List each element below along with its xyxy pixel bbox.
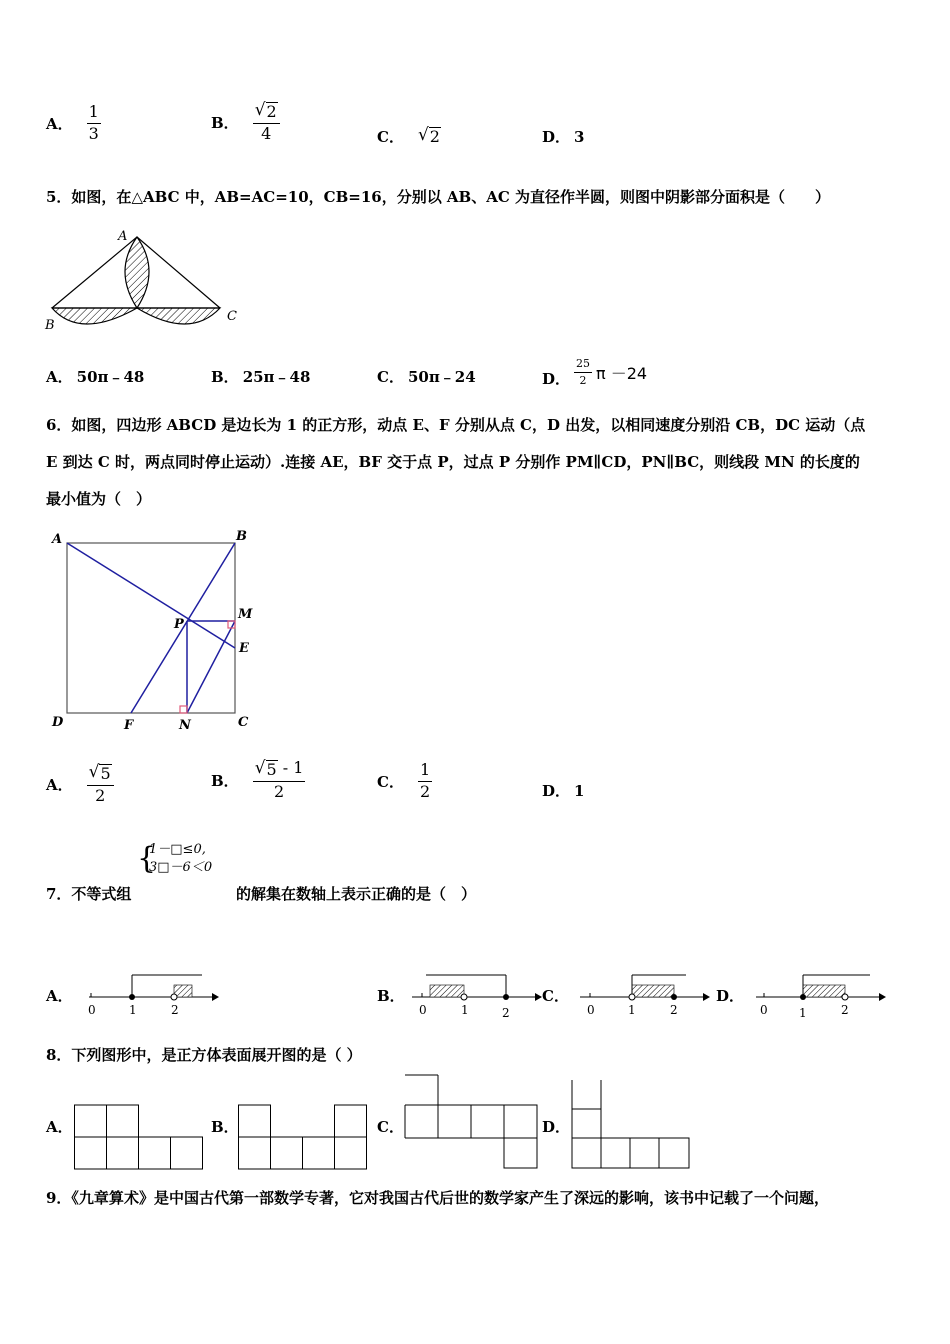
option-label: B． bbox=[211, 114, 239, 133]
q8-option-b-net[interactable] bbox=[238, 1104, 368, 1170]
inequality-line: 1－□≤0, bbox=[149, 842, 206, 857]
option-label: C． bbox=[377, 772, 404, 791]
q4-option-b[interactable] bbox=[211, 102, 280, 143]
q6-figure bbox=[46, 528, 266, 738]
svg-text:1: 1 bbox=[628, 1003, 636, 1017]
q7-stem-suffix: 的解集在数轴上表示正确的是（ ） bbox=[236, 885, 477, 903]
q7-option-b-numberline[interactable] bbox=[410, 970, 550, 1022]
q8-option-a-net[interactable] bbox=[74, 1104, 204, 1170]
q8-option-d-net[interactable] bbox=[571, 1080, 693, 1172]
vertex-label: N bbox=[179, 718, 191, 733]
fraction: √ 2 4 bbox=[253, 102, 280, 143]
shaded-left bbox=[52, 308, 137, 324]
q7-stem-prefix: 7．不等式组 bbox=[46, 885, 132, 903]
vertex-label: M bbox=[238, 607, 253, 622]
option-label: D． bbox=[542, 370, 571, 388]
vertex-label: A bbox=[52, 532, 63, 547]
q7-option-c-label[interactable]: C． bbox=[542, 987, 569, 1005]
option-label: A． bbox=[46, 368, 73, 386]
q4-option-d[interactable] bbox=[542, 126, 584, 147]
right-angle-mark bbox=[180, 706, 187, 713]
svg-text:1: 1 bbox=[129, 1003, 137, 1017]
option-value: 3 bbox=[574, 127, 585, 146]
option-label: A． bbox=[46, 776, 73, 795]
q8-stem: 8．下列图形中，是正方体表面展开图的是（ ） bbox=[46, 1046, 362, 1064]
svg-text:2: 2 bbox=[670, 1003, 678, 1017]
q7-option-a-label[interactable]: A． bbox=[46, 987, 73, 1005]
svg-text:2: 2 bbox=[841, 1003, 849, 1017]
inequality-system: { 1－□≤0, 3□－6＜0 bbox=[137, 841, 213, 876]
vertex-label: P bbox=[174, 617, 184, 632]
svg-text:1: 1 bbox=[799, 1006, 807, 1020]
q4-option-c[interactable] bbox=[377, 126, 441, 147]
fraction: √ 5 - 1 2 bbox=[254, 758, 304, 802]
q5-option-d[interactable] bbox=[542, 356, 647, 389]
q8-option-d-label[interactable]: D． bbox=[542, 1118, 571, 1136]
svg-text:2: 2 bbox=[171, 1003, 179, 1017]
option-value: 50π﹣24 bbox=[407, 368, 476, 386]
q5-option-a[interactable] bbox=[46, 366, 144, 387]
vertex-label: B bbox=[236, 529, 247, 544]
option-label: B． bbox=[211, 368, 239, 386]
q5-stem: 5．如图，在△ABC 中，AB=AC=10，CB=16，分别以 AB、AC 为直径作半圆，则图中阴影部分面积是（ ） bbox=[46, 188, 831, 206]
option-value: 50π﹣48 bbox=[76, 368, 145, 386]
vertex-label: C bbox=[238, 715, 249, 730]
fraction: $\frac{1}{3}$ bbox=[88, 102, 99, 143]
q7-option-d-numberline[interactable] bbox=[754, 970, 894, 1022]
option-label: C． bbox=[377, 368, 404, 386]
q6-option-b[interactable] bbox=[211, 760, 305, 801]
q6-option-a[interactable] bbox=[46, 764, 114, 805]
shaded-lens bbox=[125, 237, 149, 308]
sqrt-symbol: √ 5 bbox=[254, 758, 277, 779]
vertex-label: B bbox=[45, 318, 55, 333]
q6-stem-line: 最小值为（ ） bbox=[46, 490, 152, 508]
option-label: B． bbox=[211, 772, 239, 791]
option-label: A． bbox=[46, 114, 73, 133]
sqrt-symbol: √ 2 bbox=[417, 124, 440, 146]
vertex-label: F bbox=[124, 718, 134, 733]
q7-option-d-label[interactable]: D． bbox=[716, 987, 745, 1005]
q6-option-c[interactable] bbox=[377, 762, 432, 801]
fraction: √ 5 2 bbox=[87, 764, 114, 805]
inequality-line: 3□－6＜0 bbox=[149, 860, 213, 875]
option-value: 1 bbox=[574, 781, 585, 800]
option-label: C． bbox=[377, 128, 404, 146]
q6-option-d[interactable] bbox=[542, 780, 584, 801]
vertex-label: D bbox=[52, 715, 64, 730]
svg-text:1: 1 bbox=[461, 1003, 469, 1017]
fraction: $\frac{1}{2}$ bbox=[419, 760, 431, 801]
svg-text:0: 0 bbox=[587, 1003, 595, 1017]
q8-option-c-label[interactable]: C． bbox=[377, 1118, 404, 1136]
shaded-right bbox=[137, 308, 220, 324]
svg-text:0: 0 bbox=[419, 1003, 427, 1017]
q8-option-b-label[interactable]: B． bbox=[211, 1118, 239, 1136]
q4-option-a[interactable] bbox=[46, 104, 101, 143]
svg-text:0: 0 bbox=[88, 1003, 96, 1017]
q5-option-b[interactable] bbox=[211, 366, 310, 387]
q5-option-c[interactable] bbox=[377, 366, 476, 387]
svg-text:2: 2 bbox=[502, 1006, 510, 1020]
option-value: π －24 bbox=[596, 364, 648, 383]
q9-stem: 9．《九章算术》是中国古代第一部数学专著，它对我国古代后世的数学家产生了深远的影响，该书中记载了一个问题， bbox=[46, 1189, 829, 1207]
q8-option-c-net[interactable] bbox=[405, 1074, 540, 1170]
vertex-label: A bbox=[118, 229, 128, 244]
q5-figure bbox=[40, 228, 255, 338]
fraction: $\frac{25}{2}$ bbox=[576, 357, 591, 387]
q7-option-b-label[interactable]: B． bbox=[377, 987, 405, 1005]
option-label: D． bbox=[542, 782, 571, 800]
q7-option-c-numberline[interactable] bbox=[578, 970, 718, 1022]
option-label: D． bbox=[542, 128, 571, 146]
svg-text:0: 0 bbox=[760, 1003, 768, 1017]
q6-stem-line: E 到达 C 时，两点同时停止运动）.连接 AE，BF 交于点 P，过点 P 分别作 PM∥CD，PN∥BC，则线段 MN 的长度的 bbox=[46, 453, 860, 471]
q6-stem-line: 6．如图，四边形 ABCD 是边长为 1 的正方形，动点 E、F 分别从点 C，D 出发，以相同速度分别沿 CB，DC 运动（点 bbox=[46, 416, 866, 434]
option-value: 25π﹣48 bbox=[242, 368, 311, 386]
sqrt-symbol: √ 2 bbox=[254, 100, 277, 121]
vertex-label: E bbox=[239, 641, 249, 656]
vertex-label: C bbox=[227, 309, 237, 324]
sqrt-symbol: √ 5 bbox=[88, 762, 111, 783]
q7-option-a-numberline[interactable] bbox=[84, 970, 224, 1020]
q8-option-a-label[interactable]: A． bbox=[46, 1118, 73, 1136]
